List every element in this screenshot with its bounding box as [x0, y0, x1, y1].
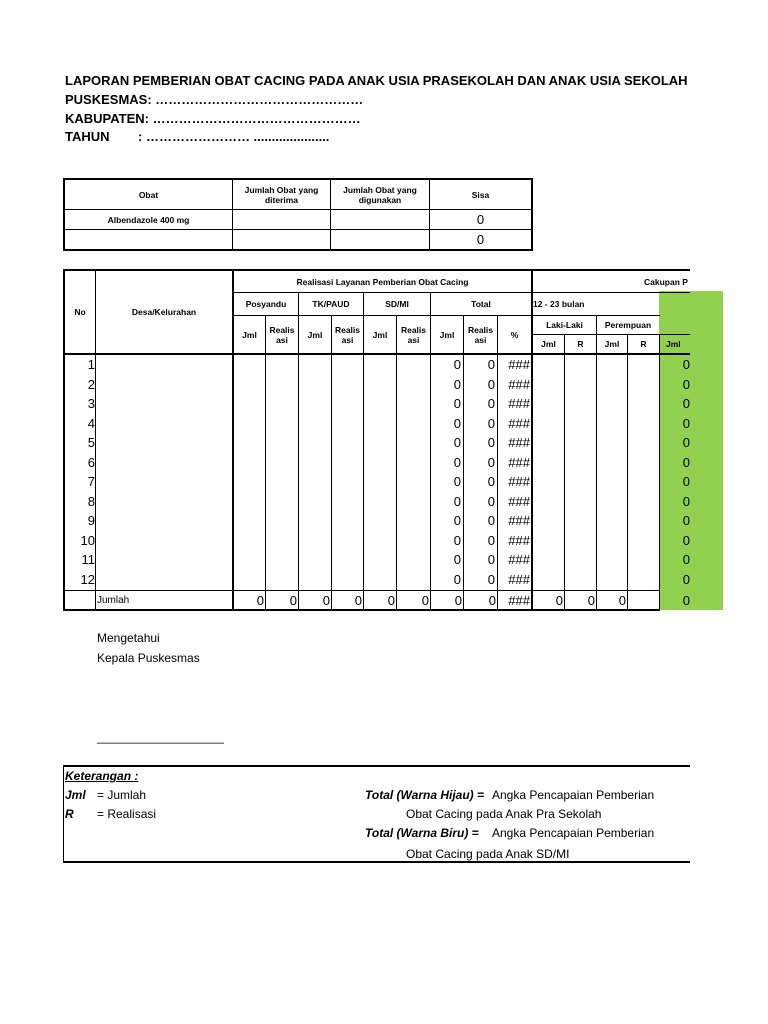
val-blue-1: Angka Pencapaian Pemberian — [492, 826, 655, 840]
key-r: R — [65, 807, 74, 821]
row-total-jml: 0 — [453, 552, 461, 567]
row-total-jml: 0 — [453, 415, 461, 431]
label-jml: Jml — [372, 329, 388, 340]
row-no: 9 — [87, 513, 95, 528]
col-desa: Desa/Kelurahan — [131, 307, 197, 317]
val-jml: = Jumlah — [97, 788, 147, 802]
sisa-cell: 0 — [476, 211, 485, 227]
row-cakupan: 0 — [682, 376, 690, 392]
row-pct: ### — [508, 396, 530, 411]
row-total-jml: 0 — [453, 435, 461, 450]
key-green: Total (Warna Hijau) = — [365, 788, 485, 802]
tahun-label: TAHUN — [65, 129, 110, 144]
row-cakupan: 0 — [682, 571, 690, 587]
row-no: 7 — [87, 474, 95, 489]
row-no: 8 — [87, 493, 95, 509]
row-no: 11 — [81, 552, 95, 567]
row-total-jml: 0 — [453, 571, 461, 587]
sub-perempuan: Perempuan — [604, 320, 652, 330]
jumlah-value: 0 — [322, 593, 330, 608]
jumlah-value: 0 — [387, 593, 395, 608]
row-total-realisasi: 0 — [487, 376, 495, 392]
key-jml: Jml — [65, 788, 86, 802]
row-no: 2 — [87, 376, 95, 392]
sub-total: Total — [471, 299, 491, 309]
puskesmas-field: PUSKESMAS: ………………………………………… — [65, 92, 364, 107]
jumlah-value: 0 — [256, 593, 264, 608]
row-pct: ### — [508, 513, 530, 528]
group-realisasi: Realisasi Layanan Pemberian Obat Cacing — [296, 276, 469, 287]
row-pct: ### — [508, 571, 530, 587]
label-jml: Jml — [242, 329, 257, 340]
label-realisasi: Realis asi — [269, 324, 295, 345]
row-no: 3 — [87, 396, 95, 411]
sub-age: 12 - 23 bulan — [533, 299, 585, 309]
label-jml: Jml — [666, 339, 681, 349]
row-pct: ### — [508, 454, 530, 470]
label-r: R — [577, 339, 584, 349]
label-r: R — [640, 339, 647, 349]
row-cakupan: 0 — [682, 357, 690, 372]
row-total-jml: 0 — [453, 376, 461, 392]
row-total-realisasi: 0 — [487, 396, 495, 411]
row-no: 1 — [87, 357, 95, 372]
jumlah-value: 0 — [555, 593, 563, 608]
jumlah-value: 0 — [289, 593, 297, 608]
sub-tkpaud: TK/PAUD — [312, 299, 350, 309]
key-blue: Total (Warna Biru) = — [365, 826, 479, 840]
row-cakupan: 0 — [682, 513, 690, 528]
row-total-realisasi: 0 — [487, 552, 495, 567]
val-blue-2: Obat Cacing pada Anak SD/MI — [406, 847, 570, 861]
row-total-jml: 0 — [453, 454, 461, 470]
sub-posyandu: Posyandu — [245, 299, 287, 309]
tahun-value: : …………………… ..................... — [138, 129, 330, 144]
val-green-1: Angka Pencapaian Pemberian — [492, 788, 655, 802]
row-total-jml: 0 — [453, 513, 461, 528]
row-cakupan: 0 — [682, 396, 690, 411]
jumlah-value: ### — [508, 593, 530, 608]
row-pct: ### — [508, 532, 530, 548]
jumlah-label: Jumlah — [97, 595, 130, 606]
label-realisasi: Realis asi — [467, 324, 494, 345]
jumlah-value: 0 — [488, 593, 496, 608]
keterangan-title: Keterangan : — [65, 769, 139, 783]
row-cakupan: 0 — [682, 415, 690, 431]
row-total-jml: 0 — [453, 357, 461, 372]
row-total-realisasi: 0 — [487, 532, 495, 548]
diterima-header: Jumlah Obat yang diterima — [244, 184, 319, 205]
label-jml: Jml — [439, 329, 455, 340]
val-r: = Realisasi — [97, 807, 157, 821]
row-total-realisasi: 0 — [487, 415, 495, 431]
signature-line: ___________________ — [97, 730, 224, 744]
jumlah-value: 0 — [618, 593, 626, 608]
row-total-realisasi: 0 — [487, 435, 495, 450]
row-pct: ### — [508, 376, 530, 392]
obat-name-cell — [65, 230, 232, 249]
kabupaten-field: KABUPATEN: ………………………………………… — [65, 111, 361, 126]
row-pct: ### — [508, 493, 530, 509]
row-no: 12 — [80, 571, 95, 587]
row-no: 4 — [87, 415, 95, 431]
row-cakupan: 0 — [682, 552, 690, 567]
sisa-cell: 0 — [476, 231, 485, 247]
row-total-realisasi: 0 — [487, 571, 495, 587]
jumlah-value: 0 — [587, 593, 595, 608]
row-cakupan: 0 — [682, 435, 690, 450]
sub-sdmi: SD/MI — [385, 299, 409, 309]
obat-header: Obat — [138, 189, 159, 200]
group-cakupan: Cakupan P — [644, 276, 688, 287]
jumlah-value: 0 — [421, 593, 429, 608]
col-no: No — [74, 307, 86, 317]
row-total-jml: 0 — [453, 493, 461, 509]
jumlah-value: 0 — [354, 593, 362, 608]
label-jml: Jml — [307, 329, 323, 340]
jumlah-value: 0 — [454, 593, 462, 608]
signature-kepala: Kepala Puskesmas — [97, 651, 200, 665]
obat-name-cell: Albendazole 400 mg — [107, 214, 190, 225]
label-realisasi: Realis asi — [334, 324, 361, 345]
signature-mengetahui: Mengetahui — [97, 631, 160, 645]
row-pct: ### — [508, 552, 530, 567]
row-pct: ### — [508, 415, 530, 431]
label-jml: Jml — [604, 339, 620, 349]
row-no: 10 — [80, 532, 95, 548]
row-pct: ### — [508, 435, 530, 450]
row-cakupan: 0 — [682, 493, 690, 509]
row-pct: ### — [508, 474, 530, 489]
sub-laki: Laki-Laki — [546, 320, 583, 330]
row-cakupan: 0 — [682, 454, 690, 470]
val-green-2: Obat Cacing pada Anak Pra Sekolah — [406, 807, 602, 821]
row-total-jml: 0 — [453, 532, 461, 548]
row-no: 6 — [87, 454, 95, 470]
report-title: LAPORAN PEMBERIAN OBAT CACING PADA ANAK USIA PRASEKOLAH DAN ANAK USIA SEKOLAH — [65, 73, 688, 88]
row-cakupan: 0 — [682, 474, 690, 489]
row-total-realisasi: 0 — [487, 357, 495, 372]
row-total-jml: 0 — [453, 474, 461, 489]
row-total-realisasi: 0 — [487, 454, 495, 470]
row-total-realisasi: 0 — [487, 513, 495, 528]
row-no: 5 — [87, 435, 95, 450]
sisa-header: Sisa — [471, 189, 490, 200]
label-pct: % — [510, 329, 519, 340]
digunakan-header: Jumlah Obat yang digunakan — [343, 184, 417, 205]
label-realisasi: Realis asi — [400, 324, 427, 345]
row-cakupan: 0 — [682, 532, 690, 548]
jumlah-value: 0 — [682, 593, 690, 608]
label-jml: Jml — [541, 339, 556, 349]
row-total-jml: 0 — [453, 396, 461, 411]
row-pct: ### — [508, 357, 530, 372]
row-total-realisasi: 0 — [487, 493, 495, 509]
row-total-realisasi: 0 — [487, 474, 495, 489]
